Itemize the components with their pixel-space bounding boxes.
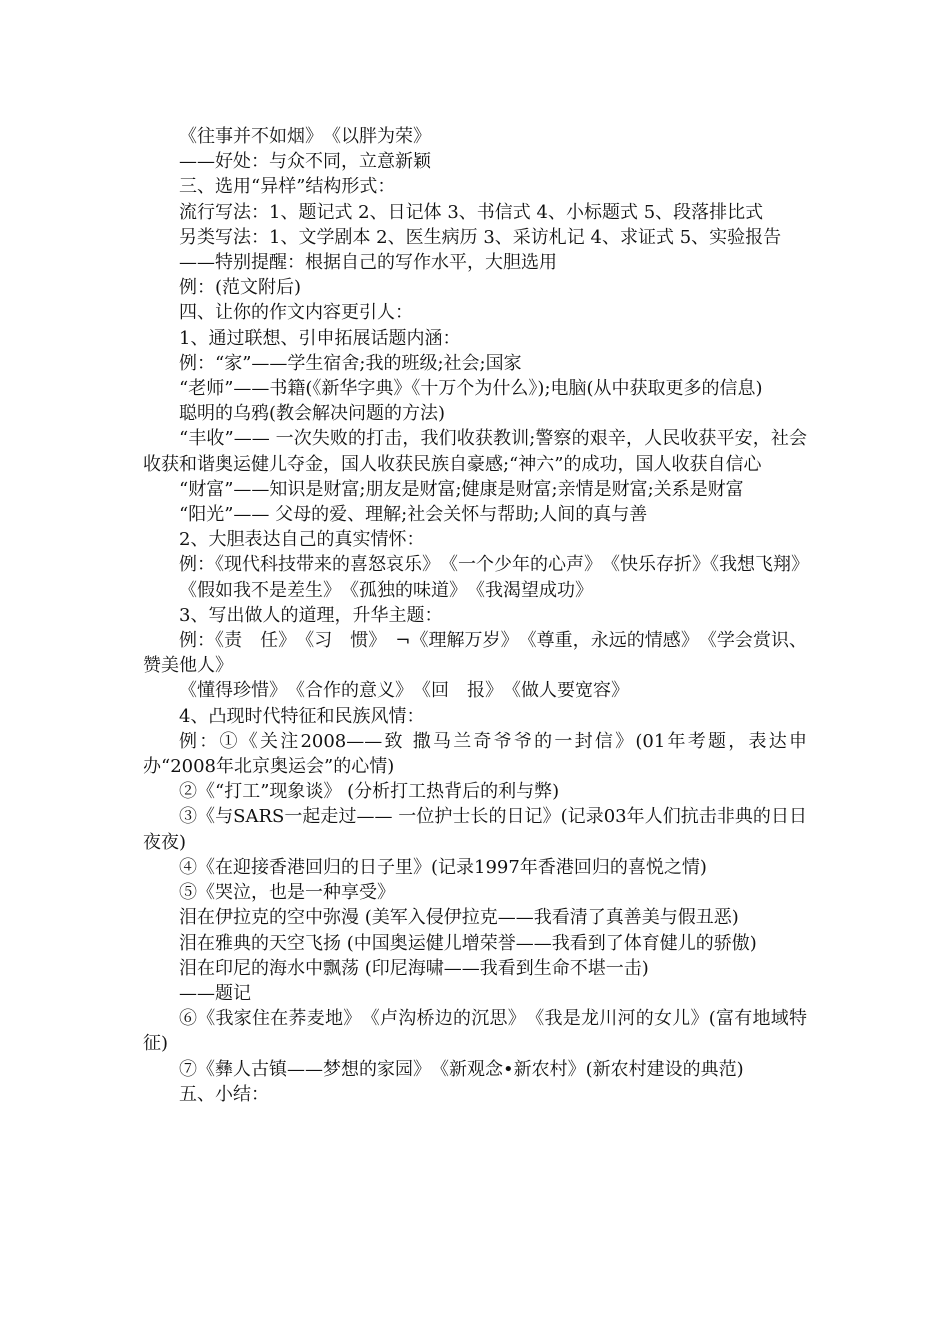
paragraph: 流行写法：1、题记式 2、日记体 3、书信式 4、小标题式 5、段落排比式 [179,201,764,223]
paragraph: 例：(范文附后) [179,277,302,299]
subheading: 1、通过联想、引申拓展话题内涵： [179,327,461,349]
paragraph: ——好处：与众不同，立意新颖 [179,151,431,173]
paragraph: 例：①《关注2008——致 撒马兰奇爷爷的一封信》(01年考题，表达申办“2008年北京奥运会”的心情) [143,730,807,778]
paragraph: 《懂得珍惜》 《合作的意义》 《回 报》 《做人要宽容》 [179,680,629,702]
section-heading: 五、小结： [179,1083,269,1105]
paragraph: 三、选用“异样”结构形式： [179,176,396,198]
paragraph: 《往事并不如烟》 《以胖为荣》 [179,126,431,147]
paragraph: “老师”——书籍(《新华字典》《十万个为什么》);电脑(从中获取更多的信息) [179,378,763,400]
paragraph: 另类写法：1、文学剧本 2、医生病历 3、采访札记 4、求证式 5、实验报告 [179,226,782,248]
paragraph: ②《“打工”现象谈》 (分析打工热背后的利与弊) [179,781,560,803]
paragraph: 泪在印尼的海水中飘荡 (印尼海啸——我看到生命不堪一击) [179,957,649,979]
paragraph: “阳光”—— 父母的爱、理解;社会关怀与帮助;人间的真与善 [179,504,648,526]
paragraph: ——特别提醒：根据自己的写作水平，大胆选用 [179,252,557,274]
section-heading: 四、让你的作文内容更引人： [179,302,413,324]
subheading: 3、写出做人的道理，升华主题： [179,604,443,626]
document-body [143,124,807,1107]
paragraph: ⑦《彝人古镇——梦想的家园》 《新观念•新农村》(新农村建设的典范) [179,1058,744,1080]
paragraph: 例：《责 任》 《习 惯》 ¬《理解万岁》 《尊重，永远的情感》 《学会赏识、赞美他人》 [143,630,807,677]
paragraph: 例：《现代科技带来的喜怒哀乐》 《一个少年的心声》 《快乐存折》《我想飞翔》 [179,554,809,576]
paragraph: 聪明的乌鸦(教会解决问题的方法) [179,403,446,425]
paragraph: ③《与SARS一起走过—— 一位护士长的日记》(记录03年人们抗击非典的日日夜夜) [143,806,807,853]
paragraph: “财富”——知识是财富;朋友是财富;健康是财富;亲情是财富;关系是财富 [179,478,744,500]
subheading: 4、凸现时代特征和民族风情： [179,705,425,727]
subheading: 2、大胆表达自己的真实情怀： [179,529,425,551]
paragraph: 《假如我不是差生》 《孤独的味道》 《我渴望成功》 [179,579,593,601]
paragraph: “丰收”—— 一次失败的打击，我们收获教训;警察的艰辛，人民收获平安，社会收获和谐奥运健儿夺金，国人收获民族自豪感;“神六”的成功，国人收获自信心 [143,428,807,475]
paragraph: 泪在伊拉克的空中弥漫 (美军入侵伊拉克——我看清了真善美与假丑恶) [179,907,739,929]
paragraph: ④《在迎接香港回归的日子里》(记录1997年香港回归的喜悦之情) [179,856,707,878]
paragraph: 例：“家”——学生宿舍;我的班级;社会;国家 [179,352,522,374]
paragraph: ⑤《哭泣，也是一种享受》 [179,882,395,904]
paragraph: ——题记 [179,982,251,1004]
paragraph: 泪在雅典的天空飞扬 (中国奥运健儿增荣誉——我看到了体育健儿的骄傲) [179,932,757,954]
paragraph: ⑥《我家住在荞麦地》 《卢沟桥边的沉思》 《我是龙川河的女儿》(富有地域特征) [143,1008,807,1055]
